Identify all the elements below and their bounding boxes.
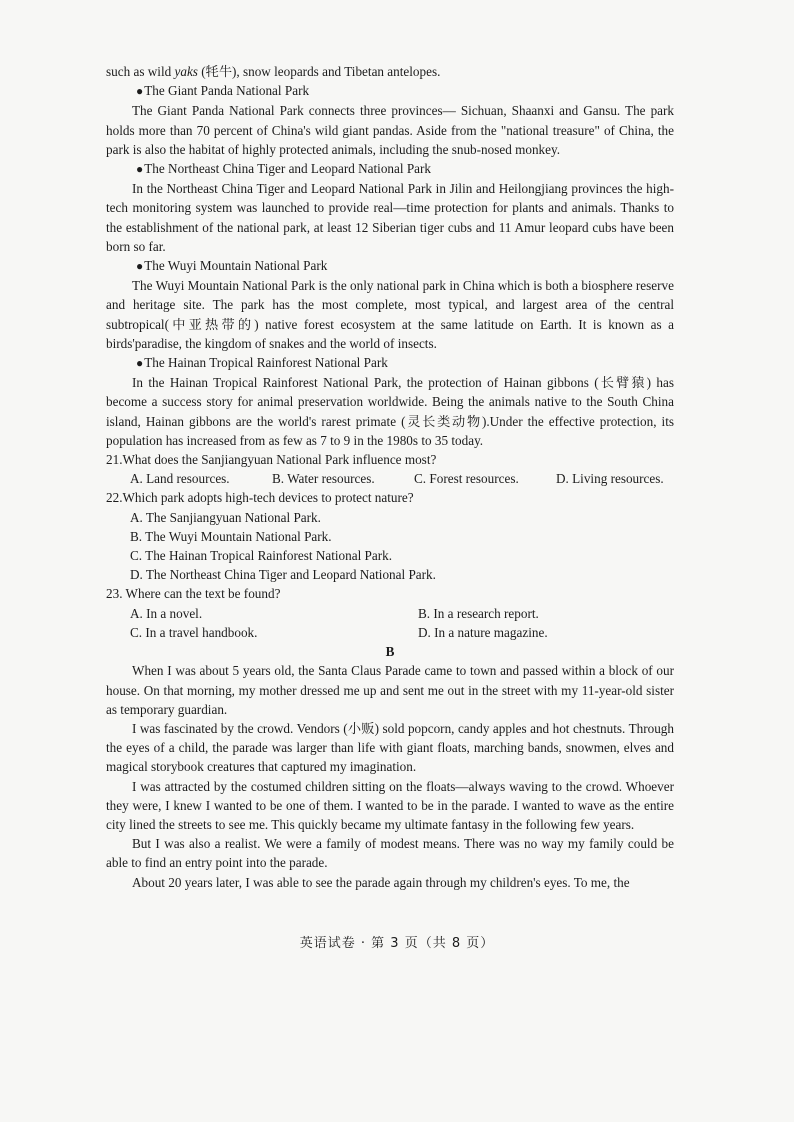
park-body-tiger-leopard: In the Northeast China Tiger and Leopard National Park in Jilin and Heilongjiang provinces the high-tech monitoring system was launched to provide real—time protection for plants and animals. Thanks to the establishment of the national park, at least 12 Siberian tiger cubs and 11 Amur leopard cubs have been born so far.	[106, 181, 674, 254]
passage-a-intro-line	[106, 62, 674, 81]
option-d[interactable]: D. The Northeast China Tiger and Leopard National Park.	[130, 567, 436, 583]
option-d[interactable]: D. Living resources.	[556, 471, 664, 487]
park-body-giant-panda: The Giant Panda National Park connects three provinces— Sichuan, Shaanxi and Gansu. The park holds more than 70 percent of China's wild giant pandas. Aside from the "national treasure" of China, the park is also the habitat of highly protected animals, including the snub-nosed monkey.	[106, 103, 674, 157]
section-b-label: B	[385, 644, 395, 660]
option-a[interactable]: A. In a novel.	[130, 605, 203, 621]
park-heading-text: The Wuyi Mountain National Park	[144, 258, 328, 274]
park-heading-giant-panda	[106, 81, 674, 101]
option-c[interactable]: C. The Hainan Tropical Rainforest National Park.	[130, 548, 392, 564]
option-b[interactable]: B. In a research report.	[418, 605, 539, 621]
question-22-stem: 22.Which park adopts high-tech devices to protect nature?	[106, 490, 414, 506]
bullet-icon: ●	[136, 84, 144, 99]
question-21-options	[106, 469, 674, 488]
passage-b-paragraph: I was attracted by the costumed children sitting on the floats—always waving to the crowd. Whoever they were, I knew I wanted to be one of them. I wanted to be in the parade. I wanted to wave as the entire city lined the streets to see me. This quickly became my ultimate fantasy in the following few years.	[106, 778, 674, 832]
term-yaks: yaks	[174, 64, 198, 79]
passage-b-paragraph: I was fascinated by the crowd. Vendors (小贩) sold popcorn, candy apples and hot chestnuts. Through the eyes of a child, the parade was larger than life with giant floats, marching bands, snowmen, elves and magical storybook creatures that captured my imagination.	[106, 720, 674, 775]
question-23-stem: 23. Where can the text be found?	[106, 586, 281, 602]
park-heading-tiger-leopard	[106, 159, 674, 179]
question-21-stem: 21.What does the Sanjiangyuan National Park influence most?	[106, 452, 437, 468]
question-23-options-row-1	[106, 604, 674, 623]
option-b[interactable]: B. The Wuyi Mountain National Park.	[130, 528, 332, 544]
option-a[interactable]: A. The Sanjiangyuan National Park.	[130, 509, 321, 525]
option-b[interactable]: B. Water resources.	[272, 471, 375, 487]
park-heading-wuyi	[106, 256, 674, 276]
passage-b-paragraph: But I was also a realist. We were a family of modest means. There was no way my family could be able to find an entry point into the parade.	[106, 836, 674, 871]
park-heading-text: The Giant Panda National Park	[144, 83, 310, 99]
park-body-hainan: In the Hainan Tropical Rainforest National Park, the protection of Hainan gibbons (长臂猿) has become a success story for animal preservation worldwide. Being the animals native to the South China island, Hainan gibbons are the world's rarest primate (灵长类动物).Under the effective protection, its population has increased from as few as 7 to 9 in the 1980s to 35 today.	[106, 375, 674, 448]
intro-text-a: such as wild	[106, 64, 175, 79]
option-d[interactable]: D. In a nature magazine.	[418, 624, 548, 640]
page-content	[106, 62, 674, 892]
option-c[interactable]: C. Forest resources.	[414, 471, 519, 487]
park-body-wuyi: The Wuyi Mountain National Park is the only national park in China which is both a biosphere reserve and heritage site. The park has the most complete, most typical, and largest area of the central subtropical(中亚热带的) native forest ecosystem at the same latitude on Earth. It is known as a birds'paradise, the kingdom of snakes and the world of insects.	[106, 278, 674, 351]
park-heading-text: The Northeast China Tiger and Leopard National Park	[144, 161, 432, 177]
park-heading-hainan	[106, 353, 674, 373]
option-a[interactable]: A. Land resources.	[130, 471, 230, 487]
option-c[interactable]: C. In a travel handbook.	[130, 624, 258, 640]
bullet-icon: ●	[136, 259, 144, 274]
bullet-icon: ●	[136, 162, 144, 177]
bullet-icon: ●	[136, 356, 144, 371]
question-23-options-row-2	[106, 623, 674, 642]
page-footer: 英语试卷 · 第 3 页（共 8 页）	[299, 936, 495, 951]
intro-text-b: (牦牛), snow leopards and Tibetan antelopes.	[197, 64, 441, 79]
passage-b-paragraph: When I was about 5 years old, the Santa Claus Parade came to town and passed within a block of our house. On that morning, my mother dressed me up and sent me out in the street with my 11-year-old sister as temporary guardian.	[106, 663, 674, 717]
park-heading-text: The Hainan Tropical Rainforest National Park	[144, 355, 388, 371]
passage-b-paragraph: About 20 years later, I was able to see the parade again through my children's eyes. To me, the	[132, 874, 630, 890]
